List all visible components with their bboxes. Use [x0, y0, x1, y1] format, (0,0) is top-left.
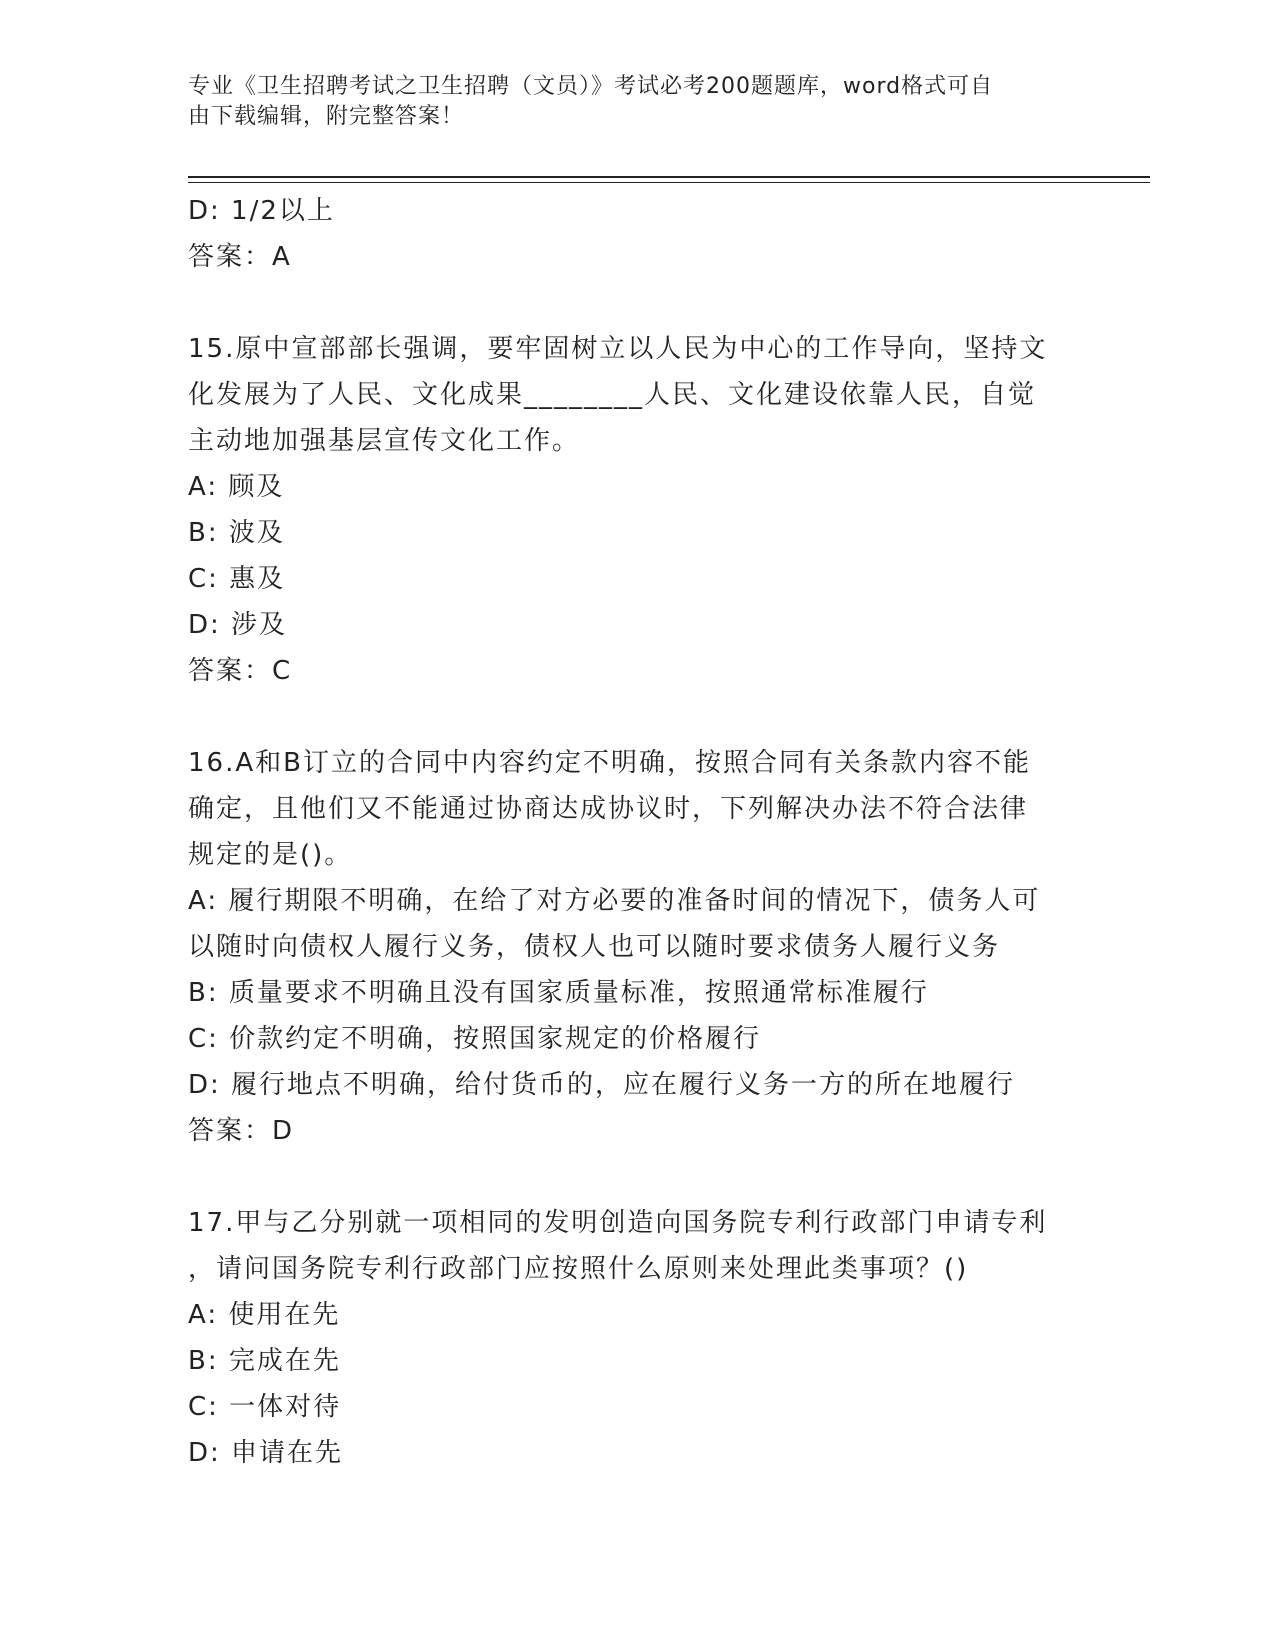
question-15: [188, 326, 1088, 694]
spacer: [188, 694, 1088, 740]
question-17-option-c: C: 一体对待: [188, 1392, 342, 1422]
page-header: [188, 72, 1068, 132]
question-15-line-1: 15.原中宣部部长强调，要牢固树立以人民为中心的工作导向，坚持文: [188, 334, 1048, 364]
question-16-option-a-line-2: 以随时向债权人履行义务，债权人也可以随时要求债务人履行义务: [188, 932, 1001, 962]
question-17: [188, 1200, 1088, 1476]
question-15-line-3: 主动地加强基层宣传文化工作。: [188, 426, 581, 456]
carryover-option-d: D: 1/2以上: [188, 196, 335, 226]
header-divider-thick: [188, 176, 1150, 178]
question-16-line-2: 确定，且他们又不能通过协商达成协议时，下列解决办法不符合法律: [188, 794, 1029, 824]
spacer: [188, 280, 1088, 326]
question-16-line-1: 16.A和B订立的合同中内容约定不明确，按照合同有关条款内容不能: [188, 748, 1031, 778]
carryover-answer: 答案：A: [188, 242, 292, 272]
question-17-line-2: ，请问国务院专利行政部门应按照什么原则来处理此类事项？(): [188, 1254, 969, 1284]
question-17-line-1: 17.甲与乙分别就一项相同的发明创造向国务院专利行政部门申请专利: [188, 1208, 1048, 1238]
question-16-option-a-line-1: A: 履行期限不明确，在给了对方必要的准备时间的情况下，债务人可: [188, 886, 1041, 916]
question-16-option-b: B: 质量要求不明确且没有国家质量标准，按照通常标准履行: [188, 978, 929, 1008]
question-15-option-c: C: 惠及: [188, 564, 286, 594]
question-15-answer: 答案：C: [188, 656, 293, 686]
question-15-option-d: D: 涉及: [188, 610, 288, 640]
question-15-option-a: A: 顾及: [188, 472, 285, 502]
question-15-line-2: 化发展为了人民、文化成果________人民、文化建设依靠人民，自觉: [188, 380, 1037, 410]
header-line-2: 由下载编辑，附完整答案！: [188, 104, 465, 129]
header-line-1: 专业《卫生招聘考试之卫生招聘（文员）》考试必考200题题库，word格式可自: [188, 74, 994, 99]
header-divider-thin: [188, 182, 1150, 183]
question-16-answer: 答案：D: [188, 1116, 295, 1146]
question-16-line-3: 规定的是()。: [188, 840, 353, 870]
question-17-option-a: A: 使用在先: [188, 1300, 341, 1330]
question-16: [188, 740, 1088, 1154]
question-17-option-b: B: 完成在先: [188, 1346, 341, 1376]
question-16-option-c: C: 价款约定不明确，按照国家规定的价格履行: [188, 1024, 762, 1054]
question-content: [188, 188, 1088, 1476]
question-16-option-d: D: 履行地点不明确，给付货币的，应在履行义务一方的所在地履行: [188, 1070, 1016, 1100]
question-17-option-d: D: 申请在先: [188, 1438, 344, 1468]
question-15-option-b: B: 波及: [188, 518, 285, 548]
spacer: [188, 1154, 1088, 1200]
